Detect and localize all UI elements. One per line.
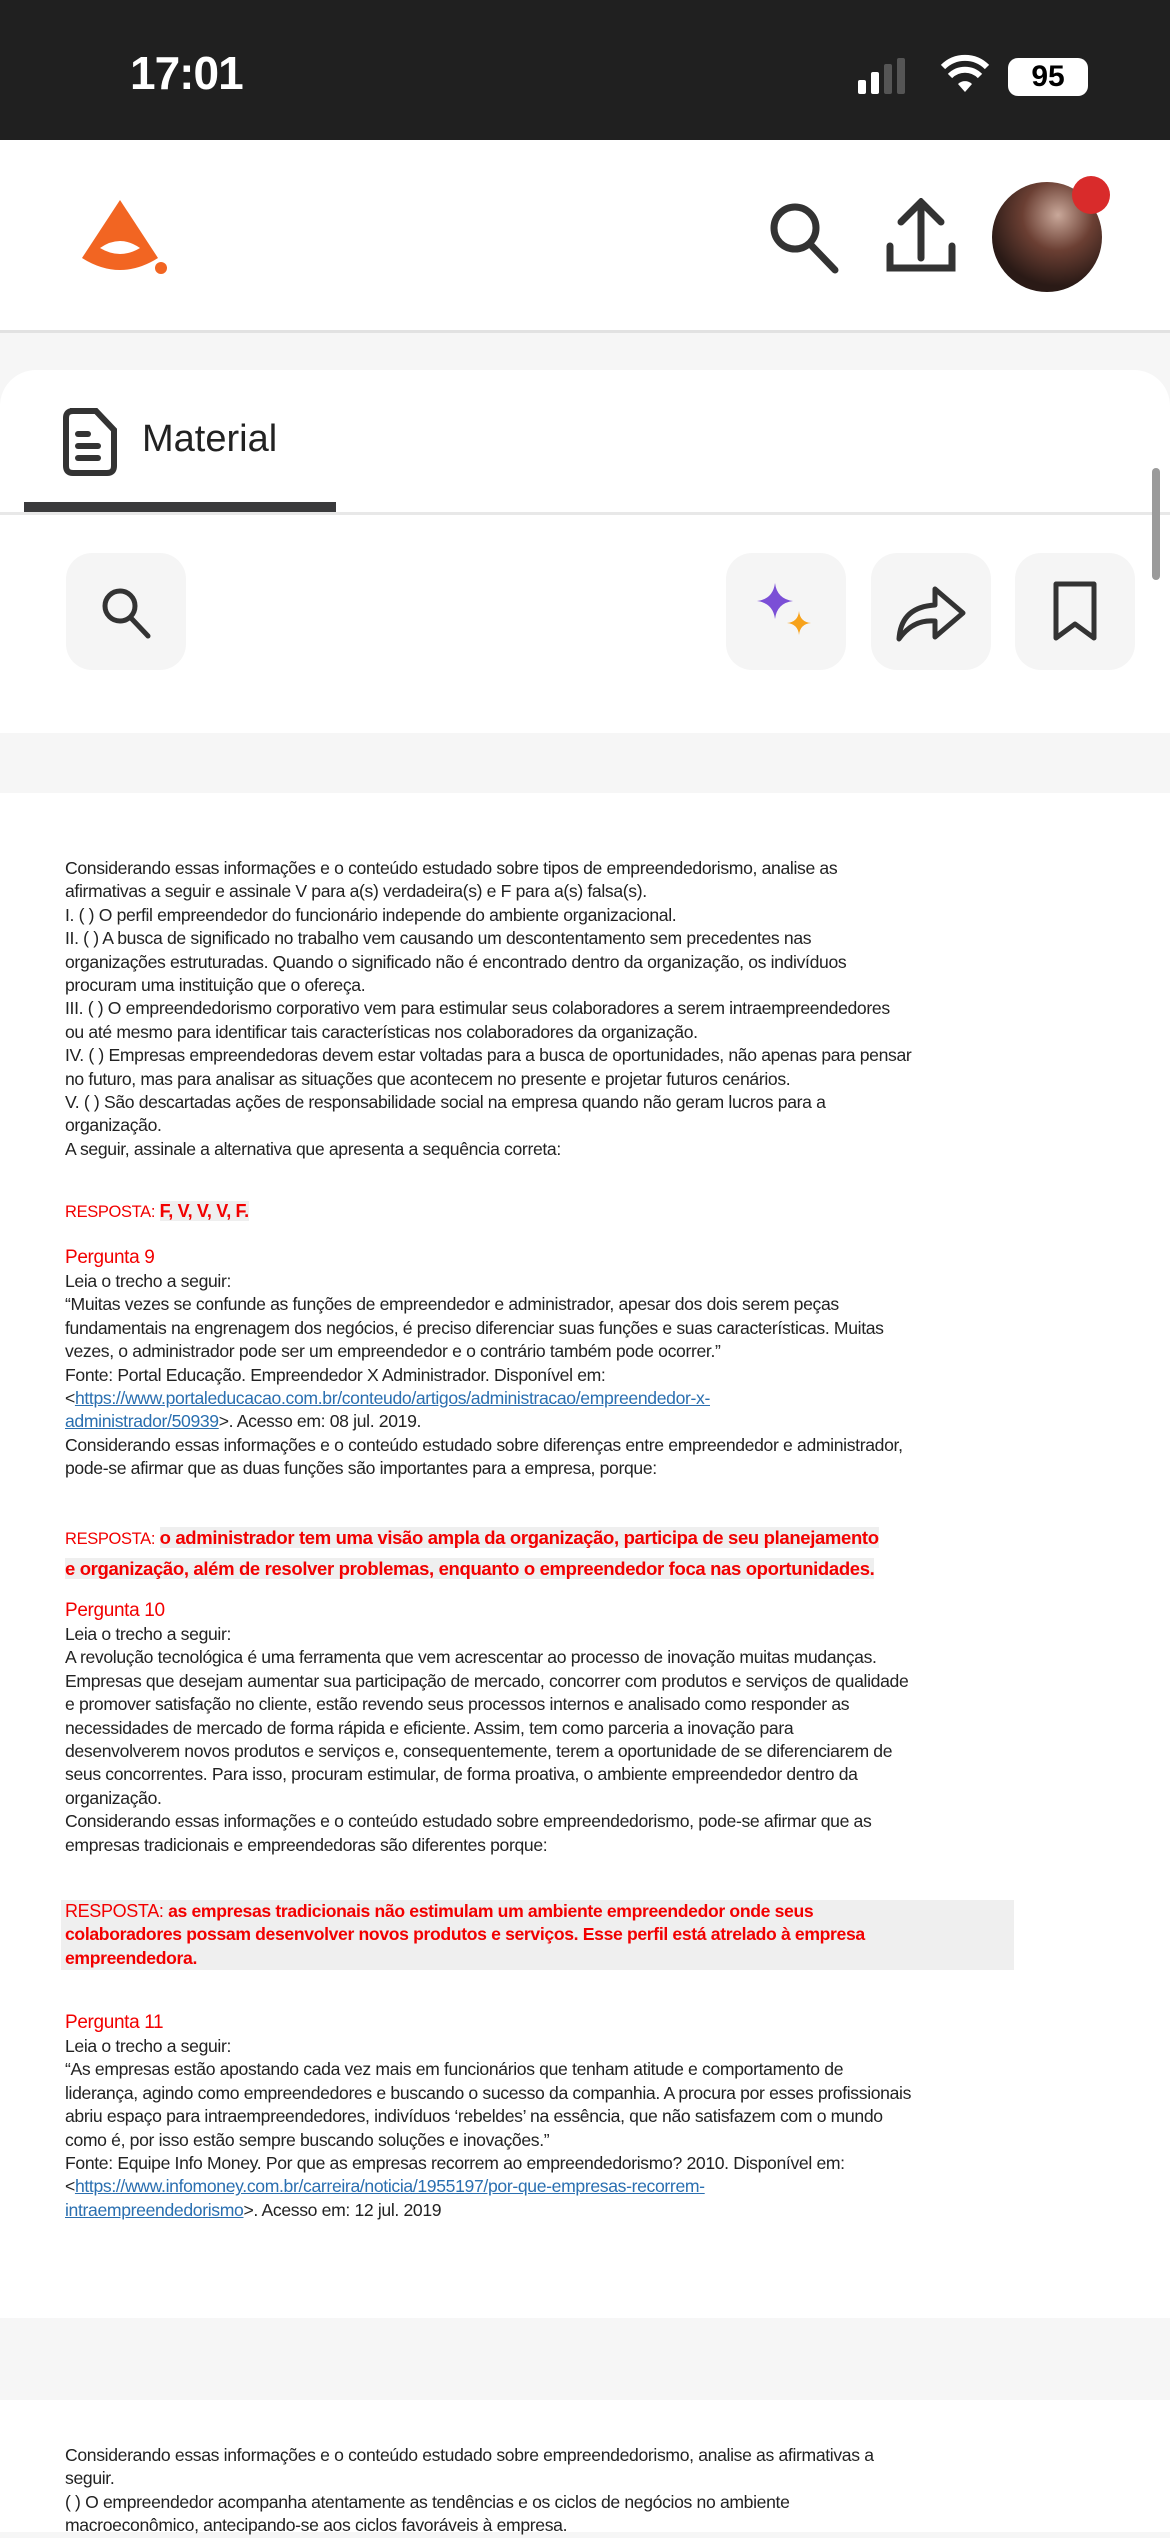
document-icon <box>62 408 118 476</box>
question-title: Pergunta 10 <box>65 1600 165 1621</box>
sparkle-icon <box>751 577 821 647</box>
text-line: Considerando essas informações e o conteúdo estudado sobre empreendedorismo, pode-se afirmar que as <box>65 1811 872 1832</box>
text-line: no futuro, mas para analisar as situações que acontecem no presente e projetar futuros cenários. <box>65 1068 791 1089</box>
status-bar <box>0 0 1170 140</box>
question-12-text <box>65 2444 874 2538</box>
clock: 17:01 <box>130 47 243 99</box>
text-line: necessidades de mercado de forma rápida e eficiente. Assim, tem como parceria a inovação para <box>65 1717 794 1738</box>
text-line: organização. <box>65 1787 162 1808</box>
cellular-signal-icon <box>858 58 905 94</box>
text-line: fundamentais na engrenagem dos negócios, é preciso diferenciar suas funções e suas características. Muitas <box>65 1317 884 1338</box>
question-11: Pergunta 11 Leia o trecho a seguir: “As empresas estão apostando cada vez mais em funcionários que tenham atitude e comportamento de liderança, agindo como empreendedores e buscando o sucesso da companhia. A procura por esses profissionais abriu espaço para intraempreendedores, indivíduos ‘rebeldes’ na essência, que não satisfazem com o mundo como é, por isso estão sempre buscando soluções e inovações.” Fonte: Equipe Info Money. Por que as empresas recorrem ao empreendedorismo? 2010. Disponível em: <https://www.infomoney.com.br/carreira/noticia/1955197/por-que-empresas-recorrem- intraempreendedorismo>. Acesso em: 12 jul. 2019 <box>65 2012 912 2220</box>
search-icon <box>98 584 154 640</box>
text-line: Leia o trecho a seguir: <box>65 1271 232 1291</box>
text-line: liderança, agindo como empreendedores e buscando o sucesso da companhia. A procura por esses profissionais <box>65 2082 912 2103</box>
text-line: vezes, o administrador pode ser um empreendedor e o contrário também pode ocorrer.” <box>65 1341 721 1362</box>
text-line: abriu espaço para intraempreendedores, indivíduos ‘rebeldes’ na essência, que não satisfazem com o mundo <box>65 2106 883 2127</box>
text-line: IV. ( ) Empresas empreendedoras devem estar voltadas para a busca de oportunidades, não apenas para pensar <box>65 1045 912 1066</box>
question-10 <box>65 1598 908 1857</box>
text-line: Considerando essas informações e o conteúdo estudado sobre empreendedorismo, analise as afirmativas a <box>65 2445 874 2465</box>
search-in-document-button[interactable] <box>66 553 186 670</box>
text-line: II. ( ) A busca de significado no trabalho vem causando um descontentamento sem precedentes nas <box>65 928 812 949</box>
text-line: como é, por isso estão sempre buscando soluções e inovações.” <box>65 2129 550 2150</box>
bookmark-icon <box>1050 580 1100 644</box>
question-10-answer: RESPOSTA: as empresas tradicionais não estimulam um ambiente empreendedor onde seus colaboradores possam desenvolver novos produtos e serviços. Esse perfil está atrelado à empresa empreendedora. <box>65 1900 1014 1970</box>
text-line: macroeconômico, antecipando-se aos ciclos favoráveis à empresa. <box>65 2515 568 2536</box>
upload-icon[interactable] <box>885 198 957 274</box>
text-line: III. ( ) O empreendedorismo corporativo vem para estimular seus colaboradores a serem intraempreendedores <box>65 998 890 1019</box>
text-line: Considerando essas informações e o conteúdo estudado sobre diferenças entre empreendedor e administrador, <box>65 1434 903 1455</box>
question-title: Pergunta 9 <box>65 1247 155 1268</box>
text-line: A revolução tecnológica é uma ferramenta que vem acrescentar ao processo de inovação muitas mudanças. <box>65 1647 877 1668</box>
question-9: Pergunta 9 Leia o trecho a seguir: “Muitas vezes se confunde as funções de empreendedor e administrador, apesar dos dois serem peças fundamentais na engrenagem dos negócios, é preciso diferenciar suas funções e suas características. Muitas vezes, o administrador pode ser um empreendedor e o contrário também pode ocorrer.” Fonte: Portal Educação. Empreendedor X Administrador. Disponível em: <https://www.portaleducacao.com.br/conteudo/artigos/administracao/empreendedor-x- administrador/50939>. Acesso em: 08 jul. 2019. Considerando essas informações e o conteúdo estudado sobre diferenças entre empreendedor e administrador, pode-se afirmar que as duas funções são importantes para a empresa, porque: <box>65 1245 903 1481</box>
text-line: Leia o trecho a seguir: <box>65 2036 232 2056</box>
text-line: ou até mesmo para identificar tais características nos colaboradores da organização. <box>65 1021 698 1042</box>
notification-badge <box>1072 176 1110 214</box>
answer-text: e organização, além de resolver problemas, enquanto o empreendedor foca nas oportunidades. <box>65 1558 875 1579</box>
app-header <box>0 140 1170 333</box>
text-line: afirmativas a seguir e assinale V para a(s) verdadeira(s) e F para a(s) falsa(s). <box>65 881 647 902</box>
text-line: ( ) O empreendedor acompanha atentamente as tendências e os ciclos de negócios no ambiente <box>65 2491 790 2512</box>
text-line: V. ( ) São descartadas ações de responsabilidade social na empresa quando não geram lucros para a <box>65 1092 826 1113</box>
text-line: Fonte: Equipe Info Money. Por que as empresas recorrem ao empreendedorismo? 2010. Disponível em: <box>65 2153 845 2174</box>
text-line: organização. <box>65 1115 162 1136</box>
share-arrow-icon <box>893 577 969 647</box>
source-link[interactable]: administrador/50939 <box>65 1411 219 1432</box>
question-title: Pergunta 11 <box>65 2012 164 2033</box>
battery-indicator: 95 <box>1008 58 1088 96</box>
tab-active-indicator <box>24 502 336 512</box>
tab-material[interactable] <box>24 370 336 512</box>
text-line: Empresas que desejam aumentar sua participação de mercado, concorrer com produtos e serviços de qualidade <box>65 1670 909 1691</box>
question-8-text <box>65 857 911 1161</box>
text-line: seguir. <box>65 2468 115 2489</box>
source-link[interactable]: intraempreendedorismo <box>65 2199 244 2220</box>
tab-label: Material <box>142 418 278 460</box>
wifi-icon <box>940 54 990 94</box>
text-line: Considerando essas informações e o conteúdo estudado sobre tipos de empreendedorismo, analise as <box>65 858 838 878</box>
ai-assistant-button[interactable] <box>726 553 846 670</box>
text-line: pode-se afirmar que as duas funções são importantes para a empresa, porque: <box>65 1458 657 1479</box>
source-link[interactable]: https://www.portaleducacao.com.br/conteudo/artigos/administracao/empreendedor-x- <box>74 1388 710 1409</box>
text-line: procuram uma instituição que o ofereça. <box>65 975 366 996</box>
document-page <box>0 793 1170 2318</box>
text-line: e promover satisfação no cliente, estão revendo seus processos internos e analisado como responder as <box>65 1694 850 1715</box>
answer-text: as empresas tradicionais não estimulam um ambiente empreendedor onde seus <box>168 1901 814 1921</box>
text-line: Fonte: Portal Educação. Empreendedor X Administrador. Disponível em: <box>65 1364 606 1385</box>
answer-text: F, V, V, V, F. <box>159 1201 249 1221</box>
share-button[interactable] <box>871 553 991 670</box>
divider <box>0 512 1170 515</box>
document-page <box>0 2400 1170 2536</box>
question-9-answer: RESPOSTA: o administrador tem uma visão ampla da organização, participa de seu planejamento e organização, além de resolver problemas, enquanto o empreendedor foca nas oportunidades. <box>65 1527 879 1579</box>
text-line: Leia o trecho a seguir: <box>65 1624 232 1644</box>
question-8-answer: RESPOSTA: F, V, V, V, F. <box>65 1201 249 1221</box>
material-panel <box>0 370 1170 733</box>
text-line: A seguir, assinale a alternativa que apresenta a sequência correta: <box>65 1138 561 1159</box>
text-line: desenvolverem novos produtos e serviços e, consequentemente, terem a oportunidade de se diferenciarem de <box>65 1741 893 1762</box>
app-logo[interactable] <box>70 198 170 278</box>
text-line: organizações estruturadas. Quando o significado não é encontrado dentro da organização, os indivíduos <box>65 951 847 972</box>
bookmark-button[interactable] <box>1015 553 1135 670</box>
text-line: seus concorrentes. Para isso, procuram estimular, de forma proativa, o ambiente empreendedor dentro da <box>65 1764 858 1785</box>
search-icon[interactable] <box>765 198 841 274</box>
source-link[interactable]: https://www.infomoney.com.br/carreira/noticia/1955197/por-que-empresas-recorrem- <box>74 2176 705 2197</box>
text-line: empresas tradicionais e empreendedoras são diferentes porque: <box>65 1834 548 1855</box>
answer-text: o administrador tem uma visão ampla da organização, participa de seu planejamento <box>159 1527 879 1548</box>
text-line: “As empresas estão apostando cada vez mais em funcionários que tenham atitude e comportamento de <box>65 2059 844 2080</box>
text-line: I. ( ) O perfil empreendedor do funcionário independe do ambiente organizacional. <box>65 904 677 925</box>
scrollbar[interactable] <box>1152 468 1160 580</box>
text-line: “Muitas vezes se confunde as funções de empreendedor e administrador, apesar dos dois serem peças <box>65 1294 839 1315</box>
